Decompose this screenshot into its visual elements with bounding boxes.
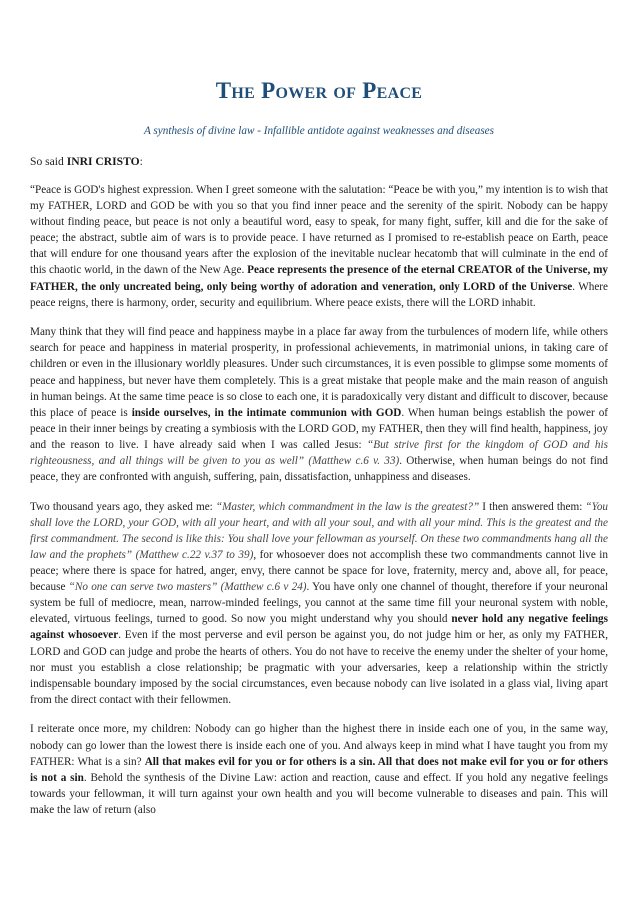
- paragraph-text: Two thousand years ago, they asked me:: [30, 500, 216, 513]
- paragraph-text: . Even if the most perverse and evil person be against you, do not judge him or her, as only my FATHER, LORD and GOD can judge and probe the hearts of others. You do not have to receive the enemy under the shelter of your home, nor must you establish a close relationship; be pragmatic with your adversaries, keep a relationship within the strictly indispensable boundary imposed by the social circumstances, even because nobody can live isolated in a glass vial, living apart from the direct contact with their fellowmen.: [30, 629, 608, 706]
- body-paragraph: [30, 721, 608, 818]
- emphasis-text: never hold any negative feelings against whosoever: [30, 613, 608, 642]
- scripture-quote: “Master, which commandment in the law is the greatest?”: [215, 500, 480, 513]
- emphasis-text: All that makes evil for you or for others is a sin. All that does not make evil for you or for others is not a sin: [30, 755, 608, 784]
- emphasis-text: Peace represents the presence of the eternal CREATOR of the Universe, my FATHER, the only uncreated being, only being worthy of adoration and veneration, only LORD of the Universe: [30, 264, 608, 293]
- paragraph-text: “Peace is GOD's highest expression. When I greet someone with the salutation: “Peace be with you,” my intention is to wish that my FATHER, LORD and GOD be with you so that you find inner peace and the serenity of the spirit. Nobody can be happy without finding peace, but peace is not only a beautiful word, easy to speak, for many fight, suffer, kill and die for the sake of peace; the abstract, subtle aim of wars is to provide peace. I have returned as I promised to re-establish peace on Earth, peace that will endure for one thousand years after the explosion of the inevitable nuclear hecatomb that will culminate in the end of this chaotic world, in the dawn of the New Age.: [30, 184, 608, 277]
- paragraph-text: . Otherwise, when human beings do not find peace, they are confronted with anguish, suffering, pain, dissatisfaction, unhappiness and diseases.: [30, 455, 608, 484]
- scripture-quote: “But strive first for the kingdom of GOD and his righteousness, and all things will be given to you as well” (Matthew c.6 v. 33): [30, 438, 608, 467]
- body-paragraph: [30, 499, 608, 708]
- paragraph-text: I then answered them:: [479, 500, 586, 513]
- paragraph-text: . You have only one channel of thought, therefore if your neuronal system be full of mediocre, mean, narrow-minded feelings, you cannot at the same time fill your neuronal system with noble, elevated, virtuous feelings, turned to good. So now you might understand why you should: [30, 581, 609, 626]
- scripture-quote: “No one can serve two masters” (Matthew c.6 v 24): [68, 581, 307, 594]
- attribution-line: [30, 154, 608, 169]
- attribution-prefix: So said: [30, 155, 67, 168]
- document-title: The Power of Peace: [215, 78, 423, 103]
- attribution-suffix: :: [139, 155, 143, 168]
- attribution-name: INRI CRISTO: [66, 155, 140, 168]
- body-paragraph: [30, 324, 608, 485]
- scripture-quote: “You shall love the LORD, your GOD, with all your heart, and with all your soul, and with all your mind. This is the greatest and the first commandment. The second is like this: You shall love your fellowman as yourself. On these two commandments hang all the law and the prophets” (Matthew c.22 v.37 to 39): [30, 500, 609, 561]
- paragraph-text: . Where peace reigns, there is harmony, order, security and equilibrium. Where peace exists, there will the LORD inhabit.: [30, 280, 609, 309]
- paragraph-text: , for whosoever does not accomplish these two commandments cannot live in peace; where there is space for hatred, anger, envy, there cannot be space for love, fraternity, mercy and, above all, for peace, because: [30, 548, 609, 594]
- paragraph-text: Many think that they will find peace and happiness maybe in a place far away from the turbulences of modern life, while others search for peace and happiness in material prosperity, in professional achievements, in matrimonial unions, in taking care of children or even in the illusionary worldly pleasures. Under such circumstances, it is even possible to glimpse some moments of peace and happiness, but never have them completely. This is a great mistake that people make and the main reason of anguish in human beings. At the same time peace is so close to each one, it is paradoxically very distant and difficult to discover, because this place of peace is: [30, 326, 608, 419]
- emphasis-text: inside ourselves, in the intimate communion with GOD: [131, 406, 402, 419]
- body-paragraph: [30, 182, 608, 311]
- paragraph-text: . Behold the synthesis of the Divine Law: action and reaction, cause and effect. If you hold any negative feelings towards your fellowman, it will turn against your own health and you will become vulnerable to diseases and pain. This will make the law of return (also: [30, 771, 609, 816]
- paragraph-text: I reiterate once more, my children: Nobody can go higher than the highest there in inside each one of you, in the same way, nobody can go lower than the lowest there is inside each one of you. And always keep in mind what I have taught you from my FATHER: What is a sin?: [30, 723, 608, 768]
- document-subtitle: A synthesis of divine law - Infallible antidote against weaknesses and diseases: [144, 125, 494, 137]
- document-body: [30, 182, 608, 818]
- paragraph-text: . When human beings establish the power of peace in their inner beings by creating a symbiosis with the LORD GOD, my FATHER, then they will find health, happiness, joy and the reason to live. I have already said when I was called Jesus:: [30, 406, 609, 451]
